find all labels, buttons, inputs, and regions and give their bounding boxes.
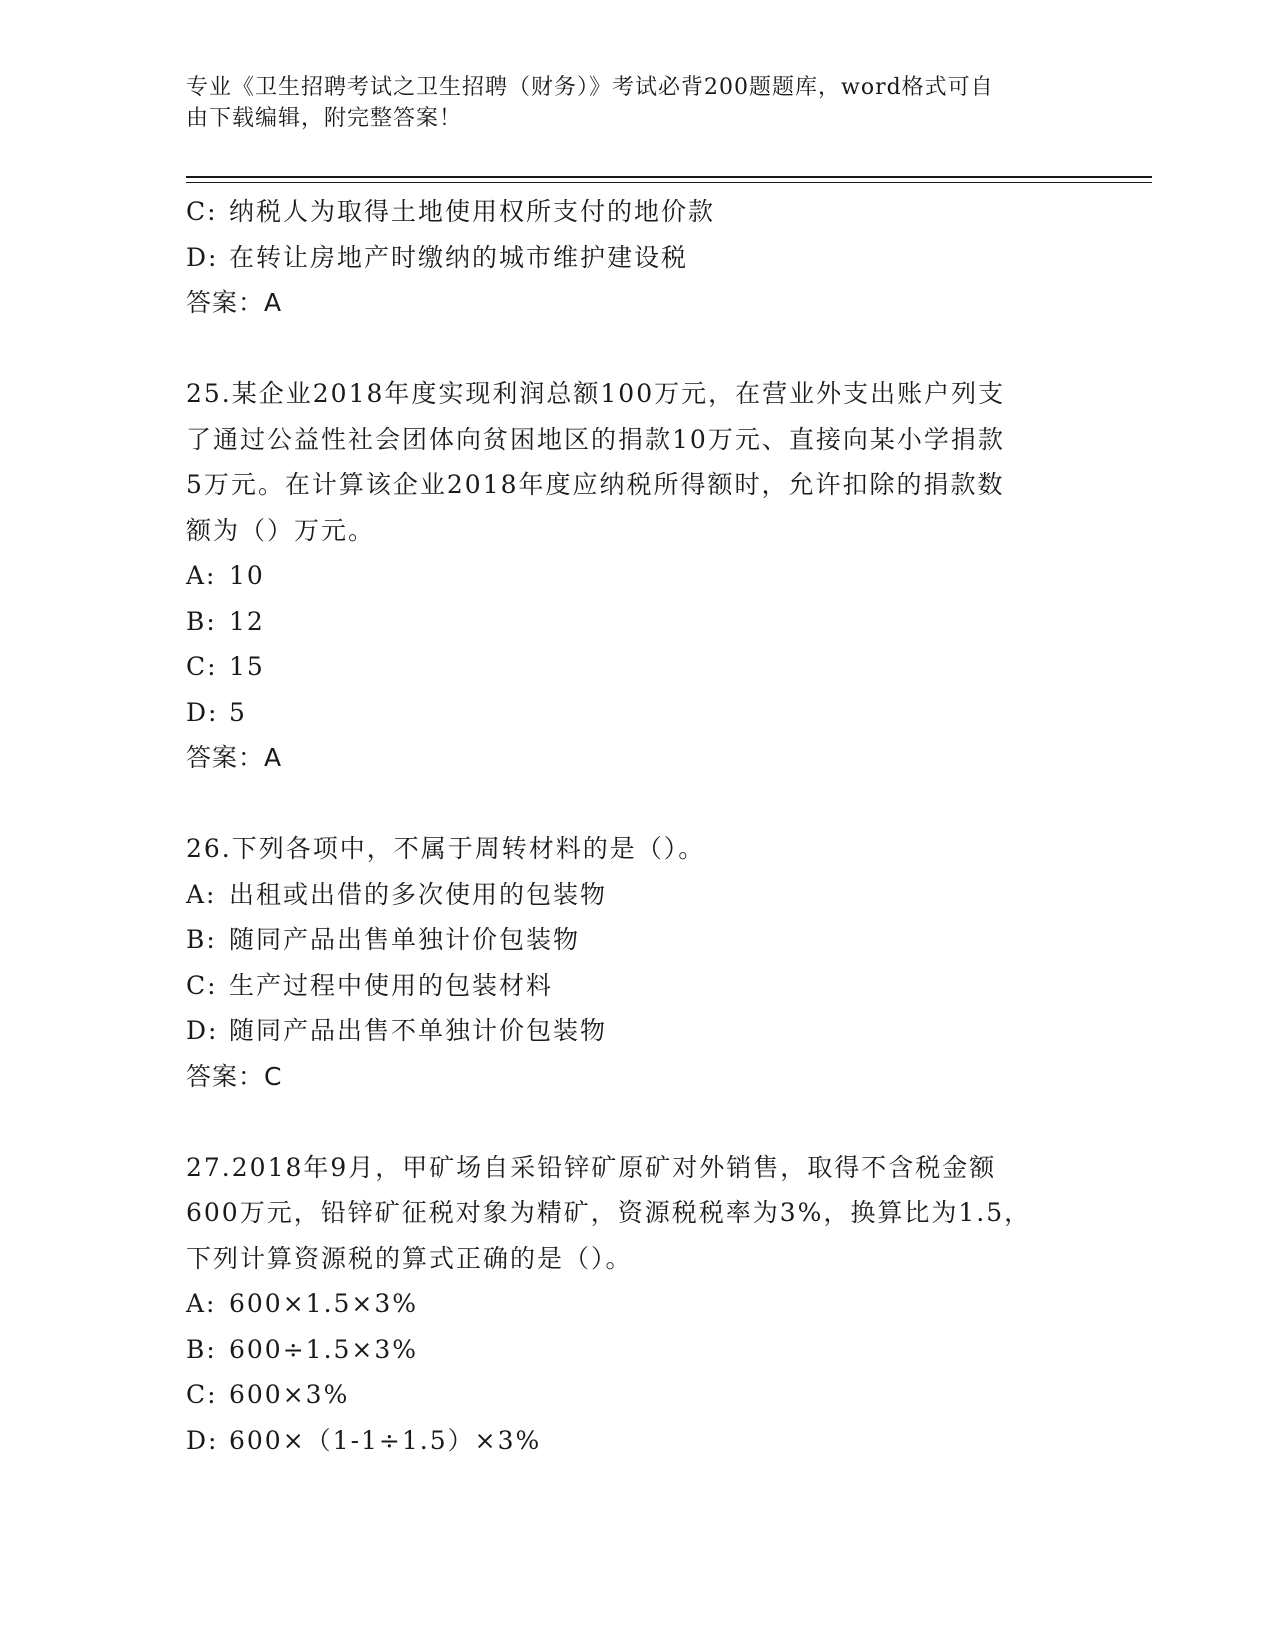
option-text: 600×1.5×3% bbox=[229, 1289, 419, 1318]
option-label: D: bbox=[186, 1425, 219, 1455]
option-label: A: bbox=[186, 1289, 217, 1318]
option-text: 纳税人为取得土地使用权所支付的地价款 bbox=[229, 197, 716, 226]
header-divider-thick bbox=[186, 176, 1152, 178]
q26-option-b bbox=[186, 917, 1086, 963]
option-text: 10 bbox=[229, 561, 265, 590]
option-label: B: bbox=[186, 606, 217, 636]
q25-option-b bbox=[186, 599, 1086, 645]
option-text: 12 bbox=[229, 606, 265, 636]
option-text: 600×（1-1÷1.5）×3% bbox=[229, 1425, 542, 1455]
option-label: C: bbox=[186, 970, 218, 1000]
q26-option-c bbox=[186, 963, 1086, 1009]
question-content bbox=[186, 189, 1086, 1463]
q27-option-d bbox=[186, 1418, 1086, 1464]
q27-stem-line-3: 下列计算资源税的算式正确的是（）。 bbox=[186, 1243, 633, 1273]
option-label: C: bbox=[186, 197, 218, 226]
option-text: 600×3% bbox=[229, 1380, 350, 1409]
option-label: A: bbox=[186, 561, 217, 590]
option-label: D: bbox=[186, 697, 219, 727]
option-text: 生产过程中使用的包装材料 bbox=[229, 970, 554, 1000]
option-text: 600÷1.5×3% bbox=[229, 1334, 419, 1364]
option-label: B: bbox=[186, 925, 217, 954]
option-label: B: bbox=[186, 1334, 217, 1364]
option-text: 随同产品出售单独计价包装物 bbox=[229, 925, 581, 954]
option-text: 5 bbox=[229, 697, 247, 727]
header-divider-thin bbox=[186, 182, 1152, 183]
q26-stem-line-1: 26.下列各项中，不属于周转材料的是（）。 bbox=[186, 834, 706, 863]
q25-option-a bbox=[186, 553, 1086, 599]
q27-stem-line-2: 600万元，铅锌矿征税对象为精矿，资源税税率为3%，换算比为1.5， bbox=[186, 1198, 1032, 1227]
option-text: 出租或出借的多次使用的包装物 bbox=[229, 879, 608, 909]
q25-stem-line-1: 25.某企业2018年度实现利润总额100万元，在营业外支出账户列支 bbox=[186, 379, 1006, 408]
q26-option-d bbox=[186, 1008, 1086, 1054]
option-label: D: bbox=[186, 1016, 219, 1045]
option-label: D: bbox=[186, 242, 219, 272]
q25-stem-line-3: 5万元。在计算该企业2018年度应纳税所得额时，允许扣除的捐款数 bbox=[186, 470, 1005, 499]
q27-option-a bbox=[186, 1281, 1086, 1327]
q27-option-b bbox=[186, 1327, 1086, 1373]
q25-stem-line-4: 额为（）万元。 bbox=[186, 515, 376, 545]
spacer bbox=[186, 1099, 1086, 1145]
option-label: C: bbox=[186, 1380, 218, 1409]
option-label: A: bbox=[186, 879, 217, 909]
q25-option-d bbox=[186, 690, 1086, 736]
q26-answer: 答案：C bbox=[186, 1061, 283, 1091]
option-text: 在转让房地产时缴纳的城市维护建设税 bbox=[229, 242, 689, 272]
q27-option-c bbox=[186, 1372, 1086, 1418]
spacer bbox=[186, 326, 1086, 372]
q25-option-c bbox=[186, 644, 1086, 690]
q26-option-a bbox=[186, 872, 1086, 918]
option-text: 15 bbox=[229, 652, 265, 681]
document-header bbox=[186, 72, 1066, 134]
option-text: 随同产品出售不单独计价包装物 bbox=[229, 1016, 608, 1045]
q24-answer: 答案：A bbox=[186, 288, 283, 317]
q24-option-c bbox=[186, 189, 1086, 235]
header-line-2: 由下载编辑，附完整答案！ bbox=[186, 106, 463, 131]
spacer bbox=[186, 781, 1086, 827]
q27-stem-line-1: 27.2018年9月，甲矿场自采铅锌矿原矿对外销售，取得不含税金额 bbox=[186, 1152, 997, 1182]
q25-stem-line-2: 了通过公益性社会团体向贫困地区的捐款10万元、直接向某小学捐款 bbox=[186, 424, 1005, 454]
q24-option-d bbox=[186, 235, 1086, 281]
q25-answer: 答案：A bbox=[186, 743, 283, 772]
option-label: C: bbox=[186, 652, 218, 681]
header-line-1: 专业《卫生招聘考试之卫生招聘（财务）》考试必背200题题库，word格式可自 bbox=[186, 75, 994, 100]
